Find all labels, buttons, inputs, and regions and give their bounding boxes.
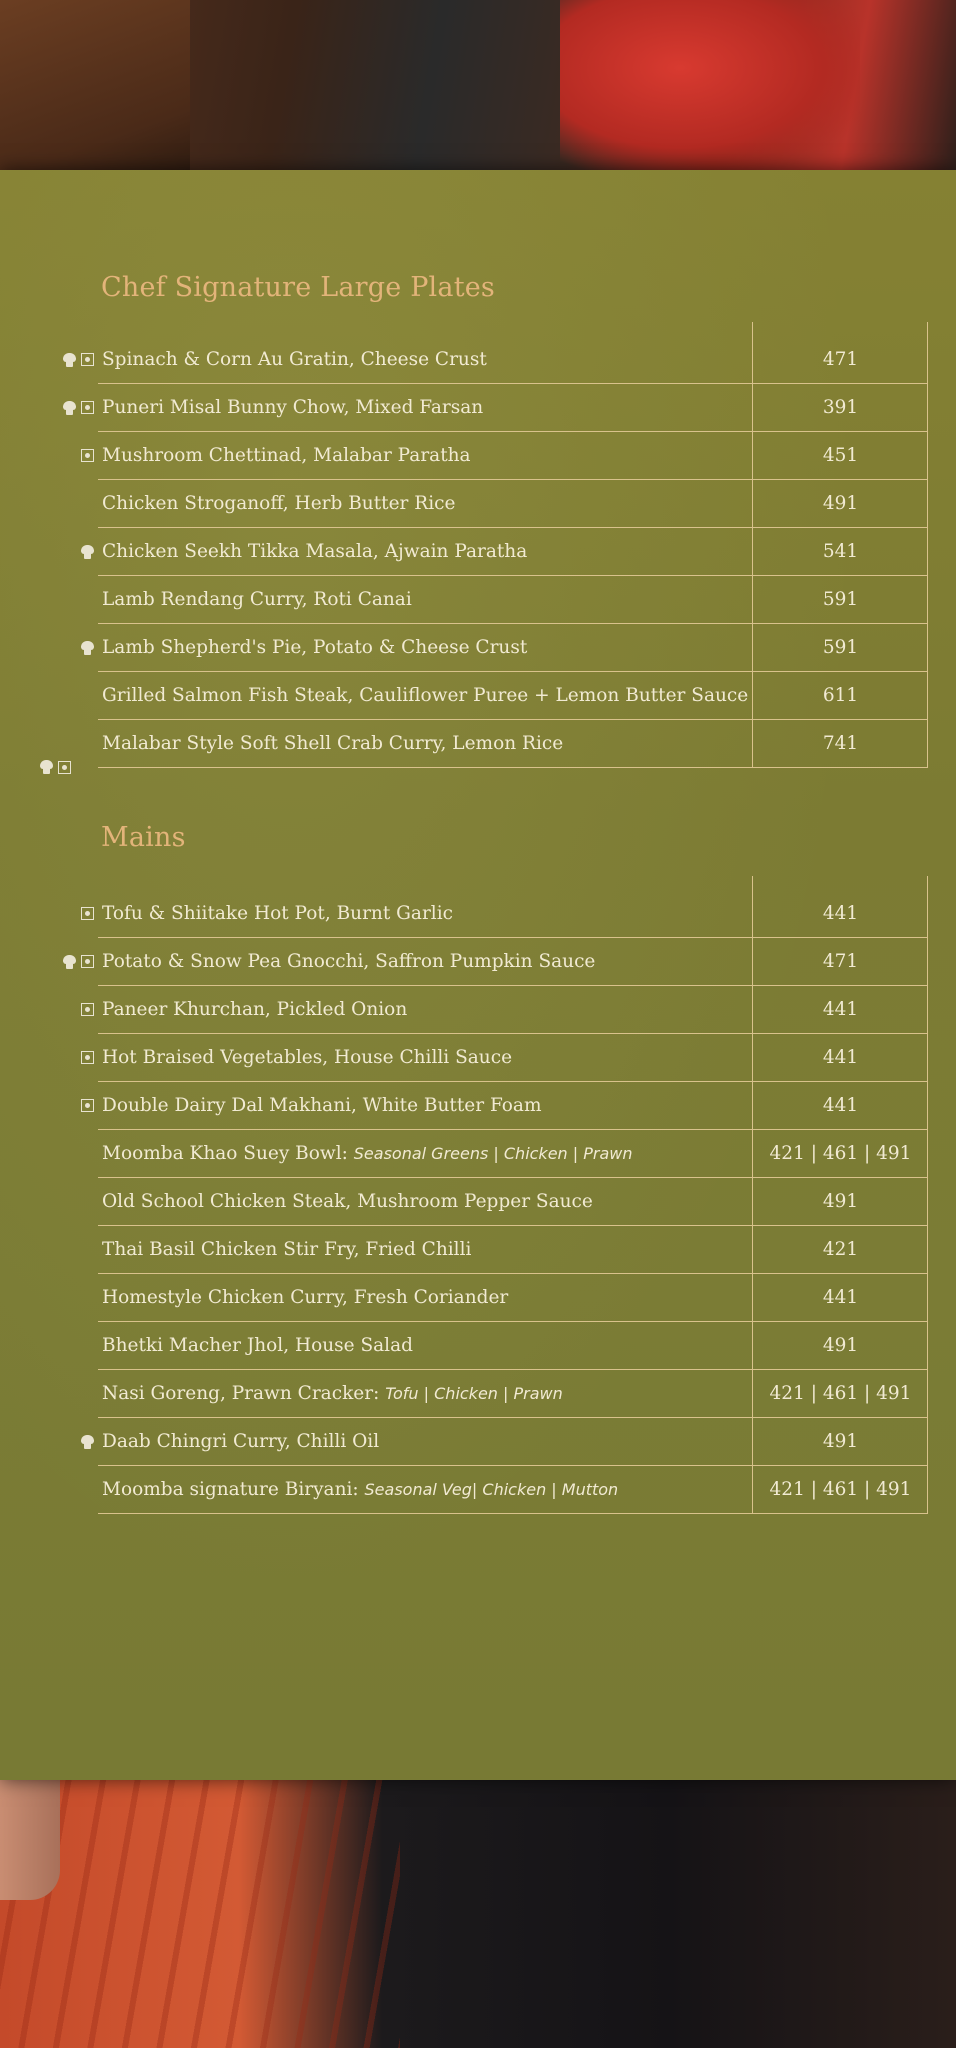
menu-item-name	[98, 1335, 755, 1356]
chef-hat-icon	[81, 545, 94, 559]
menu-item-row	[98, 432, 928, 480]
menu-table-mains	[98, 890, 928, 1514]
diet-icons	[38, 1178, 94, 1225]
column-divider	[752, 480, 753, 528]
diet-icons	[38, 480, 94, 527]
menu-item-title: Moomba signature Biryani:	[102, 1479, 365, 1500]
column-divider	[752, 1466, 753, 1514]
menu-item-row	[98, 672, 928, 720]
menu-item-title: Thai Basil Chicken Stir Fry, Fried Chilli	[102, 1239, 472, 1260]
menu-item-title: Moomba Khao Suey Bowl:	[102, 1143, 354, 1164]
menu-item-price: 471	[754, 938, 928, 985]
diet-icons	[38, 1418, 94, 1465]
menu-item-options: Seasonal Veg| Chicken | Mutton	[364, 1480, 619, 1499]
menu-item-row	[98, 1130, 928, 1178]
column-divider	[752, 938, 753, 986]
diet-icons	[38, 1130, 94, 1177]
veg-icon	[81, 1099, 94, 1112]
menu-item-name	[98, 1479, 755, 1500]
menu-item-price: 591	[754, 576, 928, 623]
menu-item-row	[98, 384, 928, 432]
menu-item-name	[98, 733, 755, 754]
diet-icons	[38, 1034, 94, 1081]
menu-item-name	[98, 903, 755, 924]
column-divider	[752, 1082, 753, 1130]
diet-icons	[38, 528, 94, 575]
menu-item-price: 541	[754, 528, 928, 575]
menu-item-price: 441	[754, 1034, 928, 1081]
column-divider	[752, 1370, 753, 1418]
menu-item-price: 441	[754, 890, 928, 937]
menu-item-row	[98, 720, 928, 768]
diet-icons	[38, 384, 94, 431]
column-divider	[752, 336, 753, 384]
menu-item-price: 741	[754, 720, 928, 767]
menu-item-title: Paneer Khurchan, Pickled Onion	[102, 999, 408, 1020]
menu-item-price: 611	[754, 672, 928, 719]
veg-icon	[81, 353, 94, 366]
menu-item-price: 421 | 461 | 491	[754, 1370, 928, 1417]
menu-item-name	[98, 685, 755, 706]
menu-item-name	[98, 541, 755, 562]
menu-item-row	[98, 1178, 928, 1226]
column-divider	[752, 1322, 753, 1370]
column-divider	[752, 1418, 753, 1466]
menu-item-options: Seasonal Greens | Chicken | Prawn	[353, 1144, 633, 1163]
column-divider	[752, 384, 753, 432]
menu-item-price: 441	[754, 1082, 928, 1129]
menu-item-title: Tofu & Shiitake Hot Pot, Burnt Garlic	[102, 903, 454, 924]
menu-item-row	[98, 1082, 928, 1130]
veg-icon	[81, 907, 94, 920]
table-top-edge	[752, 876, 928, 890]
menu-item-title: Spinach & Corn Au Gratin, Cheese Crust	[102, 349, 487, 370]
diet-icons	[38, 1466, 94, 1513]
diet-icons	[38, 1370, 94, 1417]
chef-hat-icon	[81, 641, 94, 655]
menu-item-name	[98, 397, 755, 418]
menu-item-price: 421 | 461 | 491	[754, 1466, 928, 1513]
diet-icons	[38, 336, 94, 383]
chef-hat-icon	[63, 401, 76, 415]
menu-item-row	[98, 480, 928, 528]
menu-item-title: Daab Chingri Curry, Chilli Oil	[102, 1431, 380, 1452]
menu-item-options: Tofu | Chicken | Prawn	[385, 1384, 563, 1403]
menu-item-row	[98, 1274, 928, 1322]
background-wood-edge	[0, 0, 190, 185]
menu-item-name	[98, 1239, 755, 1260]
column-divider	[752, 1034, 753, 1082]
chef-hat-icon	[81, 1435, 94, 1449]
menu-item-title: Bhetki Macher Jhol, House Salad	[102, 1335, 413, 1356]
column-divider	[752, 1226, 753, 1274]
menu-item-title: Chicken Seekh Tikka Masala, Ajwain Paratha	[102, 541, 528, 562]
veg-icon	[81, 1051, 94, 1064]
chef-hat-icon	[40, 760, 53, 774]
menu-item-title: Hot Braised Vegetables, House Chilli Sauce	[102, 1047, 513, 1068]
menu-item-price: 421 | 461 | 491	[754, 1130, 928, 1177]
menu-item-name	[98, 1047, 755, 1068]
chef-hat-icon	[63, 955, 76, 969]
menu-item-name	[98, 999, 755, 1020]
column-divider	[752, 624, 753, 672]
column-divider	[752, 1130, 753, 1178]
menu-item-name	[98, 349, 755, 370]
menu-item-title: Nasi Goreng, Prawn Cracker:	[102, 1383, 386, 1404]
menu-item-row	[98, 1418, 928, 1466]
menu-item-title: Homestyle Chicken Curry, Fresh Coriander	[102, 1287, 509, 1308]
menu-item-title: Grilled Salmon Fish Steak, Cauliflower Puree + Lemon Butter Sauce	[102, 685, 749, 706]
diet-icons	[38, 1274, 94, 1321]
menu-item-name	[98, 493, 755, 514]
menu-item-title: Lamb Shepherd's Pie, Potato & Cheese Crust	[102, 637, 528, 658]
menu-item-title: Old School Chicken Steak, Mushroom Pepper Sauce	[102, 1191, 593, 1212]
menu-item-title: Chicken Stroganoff, Herb Butter Rice	[102, 493, 456, 514]
menu-item-price: 451	[754, 432, 928, 479]
menu-table-large-plates	[98, 336, 928, 768]
column-divider	[752, 720, 753, 768]
stray-diet-icons	[40, 760, 71, 774]
veg-icon	[81, 955, 94, 968]
menu-item-title: Puneri Misal Bunny Chow, Mixed Farsan	[102, 397, 484, 418]
background-red-shirt	[560, 0, 860, 170]
veg-icon	[58, 761, 71, 774]
menu-item-row	[98, 624, 928, 672]
column-divider	[752, 890, 753, 938]
menu-item-price: 591	[754, 624, 928, 671]
menu-item-row	[98, 528, 928, 576]
diet-icons	[38, 1226, 94, 1273]
menu-item-price: 391	[754, 384, 928, 431]
menu-item-price: 491	[754, 1178, 928, 1225]
menu-item-name	[98, 637, 755, 658]
background-striped-cloth	[0, 1760, 400, 2048]
menu-item-row	[98, 1322, 928, 1370]
diet-icons	[38, 576, 94, 623]
menu-item-name	[98, 1383, 755, 1404]
chef-hat-icon	[63, 353, 76, 367]
menu-item-price: 491	[754, 480, 928, 527]
menu-item-name	[98, 951, 755, 972]
menu-item-price: 471	[754, 336, 928, 383]
menu-item-price: 421	[754, 1226, 928, 1273]
column-divider	[752, 1274, 753, 1322]
menu-item-name	[98, 589, 755, 610]
menu-item-title: Lamb Rendang Curry, Roti Canai	[102, 589, 412, 610]
diet-icons	[38, 986, 94, 1033]
column-divider	[752, 528, 753, 576]
menu-item-title: Mushroom Chettinad, Malabar Paratha	[102, 445, 471, 466]
menu-item-price: 441	[754, 986, 928, 1033]
column-divider	[752, 672, 753, 720]
column-divider	[752, 432, 753, 480]
column-divider	[752, 576, 753, 624]
column-divider	[752, 1178, 753, 1226]
menu-item-row	[98, 1466, 928, 1514]
menu-item-name	[98, 1191, 755, 1212]
menu-item-price: 491	[754, 1322, 928, 1369]
menu-item-title: Double Dairy Dal Makhani, White Butter Foam	[102, 1095, 542, 1116]
diet-icons	[38, 890, 94, 937]
column-divider	[752, 986, 753, 1034]
menu-item-name	[98, 1431, 755, 1452]
menu-item-name	[98, 1287, 755, 1308]
menu-item-price: 441	[754, 1274, 928, 1321]
menu-item-row	[98, 986, 928, 1034]
menu-item-row	[98, 576, 928, 624]
section-title-large-plates: Chef Signature Large Plates	[101, 272, 495, 303]
veg-icon	[81, 1003, 94, 1016]
diet-icons	[38, 1322, 94, 1369]
diet-icons	[38, 432, 94, 479]
menu-item-row	[98, 1370, 928, 1418]
section-title-mains: Mains	[101, 822, 186, 853]
diet-icons	[38, 624, 94, 671]
menu-item-row	[98, 938, 928, 986]
veg-icon	[81, 401, 94, 414]
diet-icons	[38, 1082, 94, 1129]
menu-item-name	[98, 1143, 755, 1164]
menu-item-row	[98, 890, 928, 938]
menu-item-name	[98, 1095, 755, 1116]
menu-item-title: Malabar Style Soft Shell Crab Curry, Lemon Rice	[102, 733, 564, 754]
menu-item-title: Potato & Snow Pea Gnocchi, Saffron Pumpkin Sauce	[102, 951, 596, 972]
menu-item-row	[98, 336, 928, 384]
diet-icons	[38, 938, 94, 985]
menu-item-name	[98, 445, 755, 466]
table-top-edge	[752, 322, 928, 336]
menu-item-row	[98, 1226, 928, 1274]
menu-page	[0, 170, 956, 1780]
menu-item-price: 491	[754, 1418, 928, 1465]
veg-icon	[81, 449, 94, 462]
menu-item-row	[98, 1034, 928, 1082]
diet-icons	[38, 672, 94, 719]
